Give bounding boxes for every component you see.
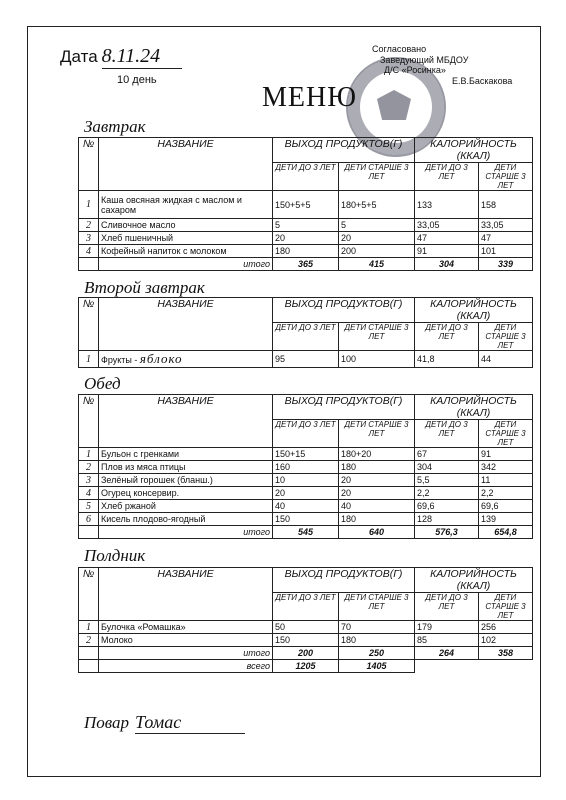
total-yield-over3: 415 [339, 258, 415, 271]
total-empty [79, 258, 99, 271]
row-num: 2 [79, 634, 99, 647]
col-cal-over3: ДЕТИ СТАРШЕ 3 ЛЕТ [479, 323, 533, 351]
section-title-second-breakfast: Второй завтрак [84, 278, 205, 297]
col-yield-over3: ДЕТИ СТАРШЕ 3 ЛЕТ [339, 163, 415, 191]
col-name: НАЗВАНИЕ [99, 298, 273, 351]
row-yield-over3: 180+5+5 [339, 191, 415, 219]
cook-signature: Томас [135, 712, 245, 734]
col-name: НАЗВАНИЕ [99, 395, 273, 448]
row-num: 1 [79, 621, 99, 634]
table-row [79, 351, 533, 368]
row-yield-under3: 20 [273, 232, 339, 245]
total-yield-over3: 250 [339, 647, 415, 660]
col-no: № [79, 298, 99, 351]
date-row [60, 45, 182, 69]
total-cal-over3: 358 [479, 647, 533, 660]
row-yield-under3: 50 [273, 621, 339, 634]
row-yield-over3: 70 [339, 621, 415, 634]
col-yield: ВЫХОД ПРОДУКТОВ(Г) [273, 298, 415, 323]
col-yield: ВЫХОД ПРОДУКТОВ(Г) [273, 395, 415, 420]
row-yield-over3: 20 [339, 474, 415, 487]
col-yield-under3: ДЕТИ ДО 3 ЛЕТ [273, 323, 339, 351]
row-cal-under3: 91 [415, 245, 479, 258]
row-name: Хлеб ржаной [99, 500, 273, 513]
col-yield-under3: ДЕТИ ДО 3 ЛЕТ [273, 420, 339, 448]
approval-line-1: Согласовано [372, 44, 427, 54]
col-cal-under3: ДЕТИ ДО 3 ЛЕТ [415, 593, 479, 621]
total-label: итого [99, 526, 273, 539]
row-name: Зелёный горошек (бланш.) [99, 474, 273, 487]
row-yield-over3: 40 [339, 500, 415, 513]
col-cal-over3: ДЕТИ СТАРШЕ 3 ЛЕТ [479, 163, 533, 191]
row-cal-over3: 47 [479, 232, 533, 245]
total-empty [79, 526, 99, 539]
total-empty [79, 647, 99, 660]
table-row [79, 219, 533, 232]
col-no: № [79, 568, 99, 621]
total-label: итого [99, 258, 273, 271]
row-cal-under3: 179 [415, 621, 479, 634]
row-name: Хлеб пшеничный [99, 232, 273, 245]
col-cal-under3: ДЕТИ ДО 3 ЛЕТ [415, 163, 479, 191]
row-cal-over3: 91 [479, 448, 533, 461]
total-row [79, 258, 533, 271]
table-row [79, 500, 533, 513]
total-cal-over3: 339 [479, 258, 533, 271]
row-yield-under3: 150+15 [273, 448, 339, 461]
col-no: № [79, 395, 99, 448]
row-cal-under3: 67 [415, 448, 479, 461]
row-cal-over3: 69,6 [479, 500, 533, 513]
row-name [99, 351, 273, 368]
total-row [79, 647, 533, 660]
row-num: 6 [79, 513, 99, 526]
table-lunch [78, 394, 533, 539]
table-row [79, 634, 533, 647]
row-num: 1 [79, 191, 99, 219]
total-cal-over3: 654,8 [479, 526, 533, 539]
row-name: Булочка «Ромашка» [99, 621, 273, 634]
row-yield-over3: 5 [339, 219, 415, 232]
row-num: 4 [79, 487, 99, 500]
table-row [79, 191, 533, 219]
grand-yield-over3: 1405 [339, 660, 415, 673]
table-row [79, 232, 533, 245]
grand-total-row [79, 660, 533, 673]
total-yield-over3: 640 [339, 526, 415, 539]
col-yield-under3: ДЕТИ ДО 3 ЛЕТ [273, 163, 339, 191]
row-yield-under3: 150 [273, 634, 339, 647]
table-row [79, 513, 533, 526]
col-cal-under3: ДЕТИ ДО 3 ЛЕТ [415, 323, 479, 351]
section-title-snack: Полдник [84, 546, 146, 565]
row-cal-under3: 69,6 [415, 500, 479, 513]
col-cal-under3: ДЕТИ ДО 3 ЛЕТ [415, 420, 479, 448]
total-row [79, 526, 533, 539]
row-name: Кофейный напиток с молоком [99, 245, 273, 258]
section-title-lunch: Обед [84, 374, 121, 393]
row-name: Сливочное масло [99, 219, 273, 232]
approval-line-4: Е.В.Баскакова [452, 75, 513, 86]
table-row [79, 448, 533, 461]
col-name: НАЗВАНИЕ [99, 568, 273, 621]
row-num: 3 [79, 474, 99, 487]
row-num: 2 [79, 461, 99, 474]
table-row [79, 474, 533, 487]
total-yield-under3: 545 [273, 526, 339, 539]
row-cal-under3: 2,2 [415, 487, 479, 500]
total-yield-under3: 200 [273, 647, 339, 660]
approval-block [372, 44, 512, 86]
row-num: 3 [79, 232, 99, 245]
row-cal-over3: 33,05 [479, 219, 533, 232]
grand-blank-1 [415, 660, 479, 673]
table-second-breakfast [78, 297, 533, 368]
row-num: 2 [79, 219, 99, 232]
col-cal-over3: ДЕТИ СТАРШЕ 3 ЛЕТ [479, 420, 533, 448]
grand-label: всего [99, 660, 273, 673]
row-yield-under3: 95 [273, 351, 339, 368]
row-name-handwritten: яблоко [139, 351, 183, 366]
row-yield-under3: 150 [273, 513, 339, 526]
table-snack [78, 567, 533, 673]
row-yield-over3: 20 [339, 487, 415, 500]
col-no: № [79, 138, 99, 191]
row-yield-under3: 5 [273, 219, 339, 232]
row-yield-under3: 40 [273, 500, 339, 513]
total-cal-under3: 264 [415, 647, 479, 660]
row-cal-over3: 102 [479, 634, 533, 647]
row-yield-under3: 160 [273, 461, 339, 474]
table-row [79, 487, 533, 500]
col-cal: КАЛОРИЙНОСТЬ (ККАЛ) [415, 568, 533, 593]
row-cal-over3: 11 [479, 474, 533, 487]
row-cal-over3: 158 [479, 191, 533, 219]
row-yield-over3: 180 [339, 513, 415, 526]
row-name: Кисель плодово-ягодный [99, 513, 273, 526]
col-cal: КАЛОРИЙНОСТЬ (ККАЛ) [415, 138, 533, 163]
row-cal-under3: 33,05 [415, 219, 479, 232]
cook-row [84, 712, 245, 734]
row-name-printed: Фрукты - [101, 355, 140, 365]
grand-blank-2 [479, 660, 533, 673]
row-yield-under3: 10 [273, 474, 339, 487]
row-yield-over3: 20 [339, 232, 415, 245]
row-cal-under3: 47 [415, 232, 479, 245]
row-num: 4 [79, 245, 99, 258]
col-yield-under3: ДЕТИ ДО 3 ЛЕТ [273, 593, 339, 621]
row-cal-over3: 2,2 [479, 487, 533, 500]
row-name: Молоко [99, 634, 273, 647]
total-label: итого [99, 647, 273, 660]
row-yield-under3: 150+5+5 [273, 191, 339, 219]
row-num: 5 [79, 500, 99, 513]
row-yield-over3: 100 [339, 351, 415, 368]
table-row [79, 621, 533, 634]
row-yield-over3: 200 [339, 245, 415, 258]
day-label: 10 день [117, 74, 157, 86]
row-cal-over3: 101 [479, 245, 533, 258]
col-yield: ВЫХОД ПРОДУКТОВ(Г) [273, 138, 415, 163]
row-yield-over3: 180+20 [339, 448, 415, 461]
row-cal-over3: 139 [479, 513, 533, 526]
cook-label: Повар [84, 713, 130, 732]
total-yield-under3: 365 [273, 258, 339, 271]
row-cal-over3: 256 [479, 621, 533, 634]
col-cal: КАЛОРИЙНОСТЬ (ККАЛ) [415, 395, 533, 420]
col-cal-over3: ДЕТИ СТАРШЕ 3 ЛЕТ [479, 593, 533, 621]
row-yield-over3: 180 [339, 461, 415, 474]
col-cal: КАЛОРИЙНОСТЬ (ККАЛ) [415, 298, 533, 323]
row-cal-under3: 128 [415, 513, 479, 526]
section-title-breakfast: Завтрак [84, 117, 146, 136]
row-num: 1 [79, 448, 99, 461]
table-row [79, 461, 533, 474]
row-name: Плов из мяса птицы [99, 461, 273, 474]
date-label: Дата [60, 47, 98, 66]
row-name: Каша овсяная жидкая с маслом и сахаром [99, 191, 273, 219]
row-cal-under3: 304 [415, 461, 479, 474]
row-cal-under3: 41,8 [415, 351, 479, 368]
col-yield: ВЫХОД ПРОДУКТОВ(Г) [273, 568, 415, 593]
row-yield-over3: 180 [339, 634, 415, 647]
date-value: 8.11.24 [102, 45, 182, 69]
approval-line-3: Д/С «Росинка» [384, 65, 446, 75]
row-cal-under3: 85 [415, 634, 479, 647]
row-cal-under3: 133 [415, 191, 479, 219]
grand-empty [79, 660, 99, 673]
row-cal-over3: 44 [479, 351, 533, 368]
approval-line-2: Заведующий МБДОУ [380, 54, 469, 65]
row-cal-over3: 342 [479, 461, 533, 474]
row-yield-under3: 20 [273, 487, 339, 500]
col-name: НАЗВАНИЕ [99, 138, 273, 191]
row-yield-under3: 180 [273, 245, 339, 258]
col-yield-over3: ДЕТИ СТАРШЕ 3 ЛЕТ [339, 593, 415, 621]
table-row [79, 245, 533, 258]
page-title: МЕНЮ [262, 82, 357, 113]
row-name: Огурец консервир. [99, 487, 273, 500]
col-yield-over3: ДЕТИ СТАРШЕ 3 ЛЕТ [339, 323, 415, 351]
grand-yield-under3: 1205 [273, 660, 339, 673]
total-cal-under3: 576,3 [415, 526, 479, 539]
table-breakfast [78, 137, 533, 271]
row-num: 1 [79, 351, 99, 368]
row-cal-under3: 5,5 [415, 474, 479, 487]
row-name: Бульон с гренками [99, 448, 273, 461]
col-yield-over3: ДЕТИ СТАРШЕ 3 ЛЕТ [339, 420, 415, 448]
total-cal-under3: 304 [415, 258, 479, 271]
